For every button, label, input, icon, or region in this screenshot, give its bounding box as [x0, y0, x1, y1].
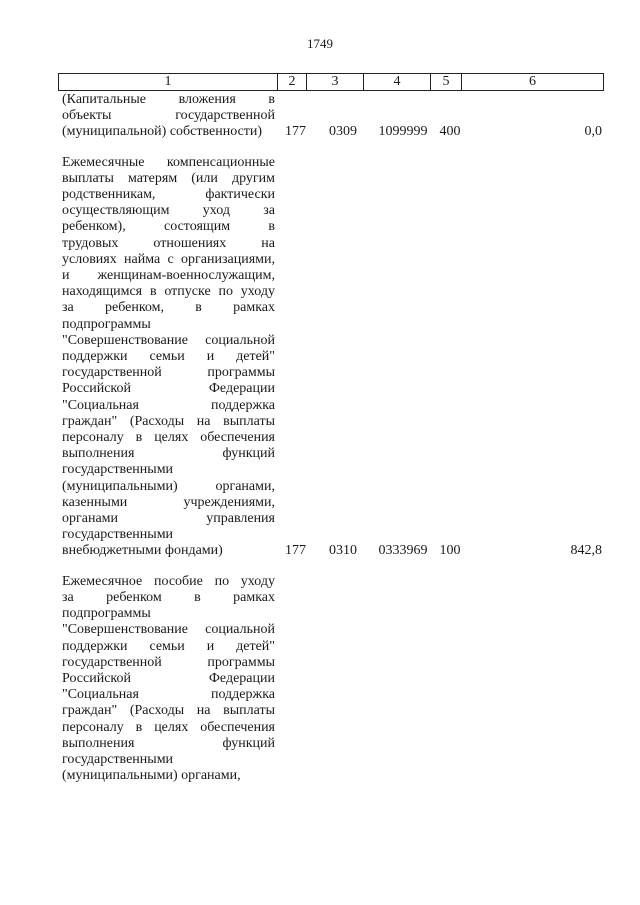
description-line: Российской Федерации [62, 670, 275, 686]
description-line: граждан" (Расходы на выплаты [62, 703, 275, 719]
description-line: поддержки семьи и детей" [62, 638, 275, 654]
cell-expense-type: 100 [439, 543, 461, 559]
description-line: выполнения функций [62, 735, 275, 751]
description-line: выплаты матерям (или другим [62, 170, 275, 186]
description-line: Ежемесячные компенсационные [62, 154, 275, 170]
column-header-1: 1 [59, 74, 278, 91]
page-number: 1749 [307, 36, 333, 51]
description-line: государственной программы [62, 365, 275, 381]
description-line: (Капитальные вложения в [62, 92, 275, 107]
description-line: государственными [62, 462, 174, 478]
description-line: казенными учреждениями, [62, 494, 275, 510]
description-line: за ребенком, в рамках [62, 300, 275, 316]
description-line: трудовых отношениях на [62, 235, 275, 251]
description-line: внебюджетными фондами) [62, 543, 223, 559]
description-line: выполнения функций [62, 446, 275, 462]
description-line: персоналу в целях обеспечения [62, 430, 275, 446]
cell-ministry-code: 177 [285, 543, 306, 559]
column-header-6: 6 [462, 74, 604, 91]
column-header-4: 4 [364, 74, 431, 91]
row-description [62, 155, 275, 560]
description-line: граждан" (Расходы на выплаты [62, 413, 275, 429]
table-row [62, 155, 602, 560]
description-line: (муниципальными) органами, [62, 478, 275, 494]
description-line: Российской Федерации [62, 381, 275, 397]
description-line: государственными [62, 527, 174, 543]
description-line: подпрограммы [62, 316, 151, 332]
row-description [62, 92, 275, 141]
column-header-table [58, 73, 604, 91]
table-body [62, 92, 602, 798]
row-description [62, 574, 275, 785]
description-line: находящимся в отпуске по уходу [62, 284, 275, 300]
description-line: объекты государственной [62, 108, 275, 124]
description-line: подпрограммы [62, 606, 151, 622]
cell-target-code: 1099999 [378, 124, 428, 140]
description-line: за ребенком в рамках [62, 589, 275, 605]
column-header-5: 5 [431, 74, 462, 91]
description-line: осуществляющим уход за [62, 203, 275, 219]
description-line: государственной программы [62, 654, 275, 670]
description-line: государственными [62, 751, 174, 767]
cell-amount: 0,0 [584, 124, 602, 140]
column-header-2: 2 [278, 74, 307, 91]
description-line: органами управления [62, 511, 275, 527]
cell-amount: 842,8 [570, 543, 602, 559]
cell-ministry-code: 177 [285, 124, 306, 140]
table-row [62, 574, 602, 785]
cell-target-code: 0333969 [378, 543, 428, 559]
table-row [62, 92, 602, 141]
description-line: "Совершенствование социальной [62, 622, 275, 638]
description-line: ребенком), состоящим в [62, 219, 275, 235]
description-line: Ежемесячное пособие по уходу [62, 573, 275, 589]
description-line: персоналу в целях обеспечения [62, 719, 275, 735]
cell-section-code: 0309 [329, 124, 357, 140]
description-line: поддержки семьи и детей" [62, 349, 275, 365]
description-line: и женщинам-военнослужащим, [62, 268, 275, 284]
description-line: родственникам, фактически [62, 187, 275, 203]
description-line: "Совершенствование социальной [62, 332, 275, 348]
cell-section-code: 0310 [329, 543, 357, 559]
description-line: (муниципальными) органами, [62, 768, 241, 784]
description-line: "Социальная поддержка [62, 397, 275, 413]
cell-expense-type: 400 [439, 124, 461, 140]
description-line: (муниципальной) собственности) [62, 124, 263, 140]
column-header-3: 3 [307, 74, 364, 91]
description-line: условиях найма с организациями, [62, 251, 275, 267]
description-line: "Социальная поддержка [62, 687, 275, 703]
